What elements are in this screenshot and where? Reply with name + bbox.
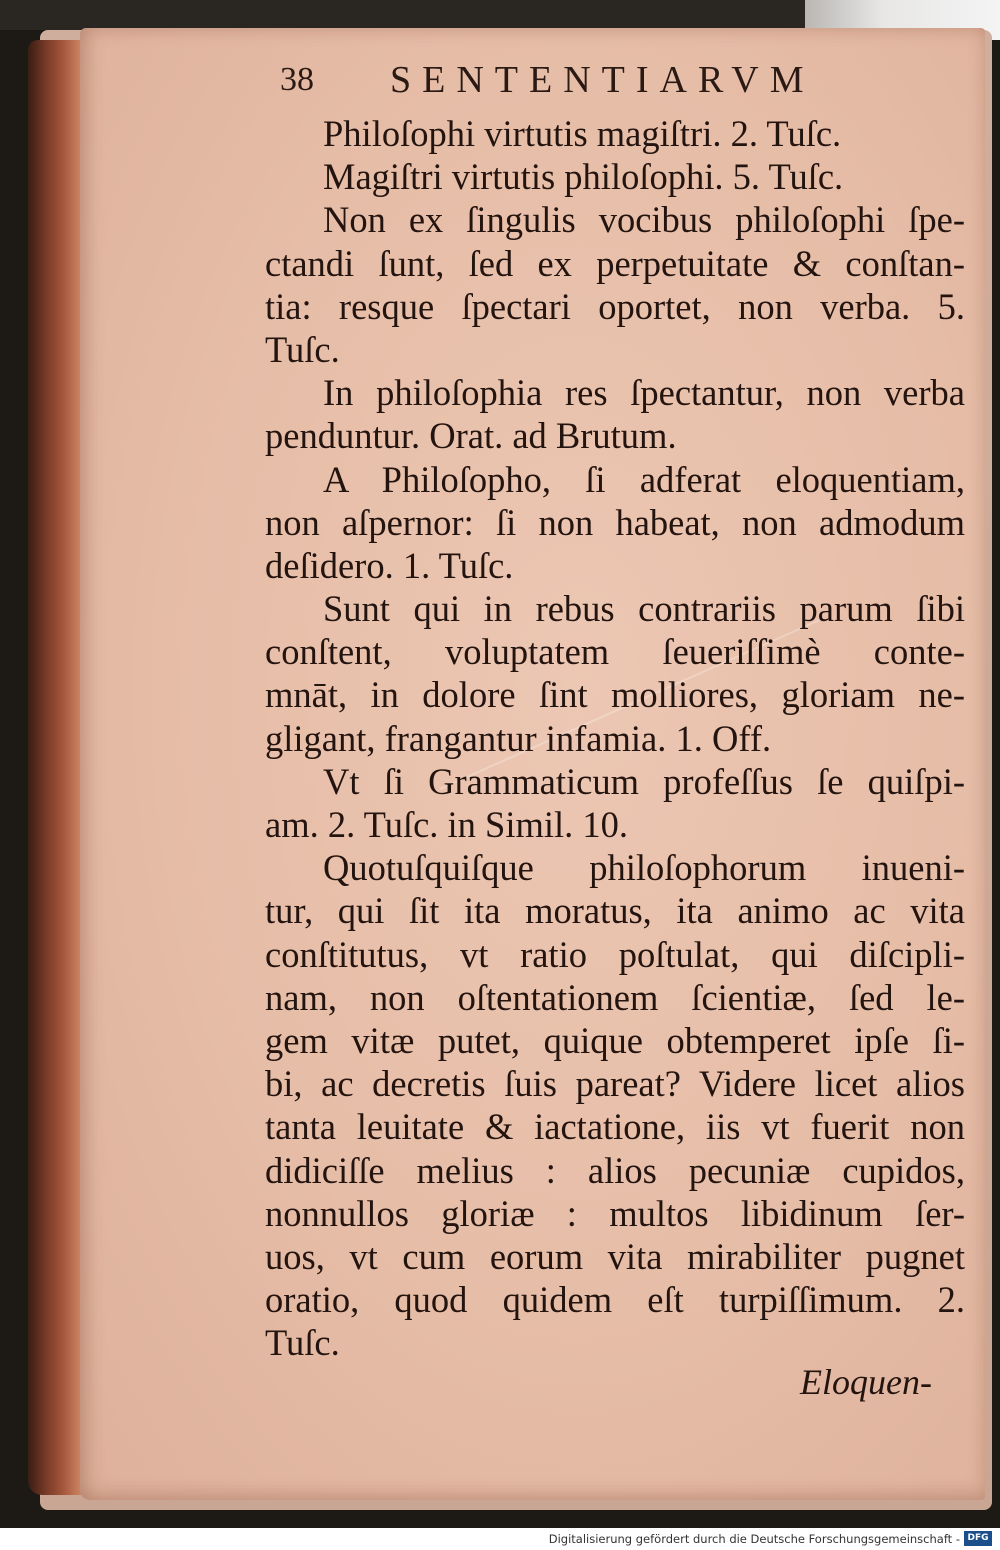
- text-line: Quotuſquiſque philoſophorum inueni-: [323, 847, 965, 889]
- text-line: Non ex ſingulis vocibus philoſophi ſpe-: [323, 199, 965, 241]
- dfg-logo: DFG: [964, 1531, 992, 1546]
- running-head-title: SENTENTIARVM: [390, 59, 815, 101]
- text-line: In philoſophia res ſpectantur, non verba: [323, 372, 965, 414]
- text-line: Tuſc.: [265, 328, 340, 370]
- text-line: deſidero. 1. Tuſc.: [265, 544, 514, 586]
- text-line: Tuſc.: [265, 1322, 340, 1364]
- text-line: bi, ac decretis ſuis pareat? Videre licet alios: [265, 1063, 965, 1105]
- body-text: [265, 112, 965, 1364]
- text-line: conſtitutus, vt ratio poſtulat, qui diſcipli-: [265, 933, 965, 975]
- footer-credit: Digitalisierung gefördert durch die Deutsche Forschungsgemeinschaft -: [548, 1532, 960, 1546]
- text-line: Philoſophi virtutis magiſtri. 2. Tuſc.: [323, 113, 842, 154]
- text-line: gligant, frangantur infamia. 1. Off.: [265, 717, 772, 759]
- text-line: tanta leuitate & iactatione, iis vt fuerit non: [265, 1106, 965, 1148]
- text-line: uos, vt cum eorum vita mirabiliter pugnet: [265, 1235, 965, 1277]
- running-head: [280, 55, 900, 105]
- text-line: Vt ſi Grammaticum profeſſus ſe quiſpi-: [323, 760, 965, 802]
- text-line: nonnullos gloriæ : multos libidinum ſer-: [265, 1192, 965, 1234]
- catchword: Eloquen-: [800, 1362, 932, 1402]
- text-line: mnāt, in dolore ſint molliores, gloriam ne-: [265, 674, 965, 716]
- text-line: gem vitæ putet, quique obtemperet ipſe ſi-: [265, 1019, 965, 1061]
- text-line: oratio, quod quidem eſt turpiſſimum. 2.: [265, 1279, 965, 1321]
- text-line: non aſpernor: ſi non habeat, non admodum: [265, 501, 965, 543]
- text-line: tur, qui ſit ita moratus, ita animo ac vita: [265, 890, 965, 932]
- text-line: conſtent, voluptatem ſeueriſſimè conte-: [265, 631, 965, 673]
- text-line: ctandi ſunt, ſed ex perpetuitate & conſtan-: [265, 242, 965, 284]
- text-line: didiciſſe melius : alios pecuniæ cupidos,: [265, 1149, 965, 1191]
- text-line: Magiſtri virtutis philoſophi. 5. Tuſc.: [323, 156, 844, 198]
- text-line: nam, non oſtentationem ſcientiæ, ſed le-: [265, 976, 965, 1018]
- digitization-footer: [0, 1528, 1000, 1550]
- text-line: penduntur. Orat. ad Brutum.: [265, 415, 677, 457]
- text-line: tia: resque ſpectari oportet, non verba. 5.: [265, 285, 965, 327]
- text-line: Sunt qui in rebus contrariis parum ſibi: [323, 588, 965, 630]
- page-number: 38: [280, 61, 314, 98]
- text-line: A Philoſopho, ſi adferat eloquentiam,: [323, 458, 965, 500]
- text-line: am. 2. Tuſc. in Simil. 10.: [265, 804, 629, 845]
